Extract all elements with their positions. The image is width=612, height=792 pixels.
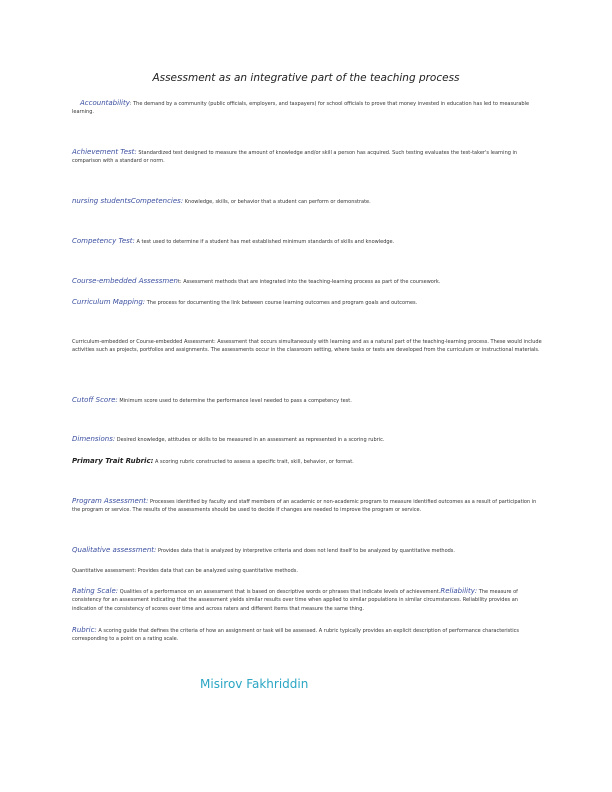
page-title: Assessment as an integrative part of the teaching process	[152, 72, 460, 84]
term: Qualitative assessment:	[72, 546, 157, 554]
term: Accountability	[80, 99, 130, 107]
definition: Desired knowledge, attitudes or skills to be measured in an assessment as represented in a scoring rubric.	[115, 437, 385, 443]
definition: The process for documenting the link between course learning outcomes and program goals and outcomes.	[145, 300, 418, 306]
entry-curriculum-embedded	[72, 338, 542, 355]
entry-achievement-test	[72, 148, 542, 166]
entry-rating-scale	[72, 587, 542, 613]
term: Rating Scale:	[72, 587, 119, 595]
term: Primary Trait Rubric:	[72, 457, 154, 465]
entry-competency-test	[72, 237, 542, 246]
entry-competencies	[72, 197, 542, 206]
definition-reliability: The measure of consistency for an assessment indicating that the assessment yields similar results over time when applied to similar populations in similar circumstances. Reliability provides an indication of the consistency of scores over time and across raters and different items that measure the same thing.	[72, 589, 518, 612]
definition: A test used to determine if a student has met established minimum standards of skills and knowledge.	[134, 239, 395, 245]
term: nursing studentsCompetencies:	[72, 197, 184, 205]
entry-cutoff-score	[72, 396, 542, 405]
definition: A scoring rubric constructed to assess a specific trait, skill, behavior, or format.	[153, 459, 354, 465]
definition: Minimum score used to determine the performance level needed to pass a competency test.	[117, 398, 352, 404]
term: Dimensions:	[72, 435, 116, 443]
term: Competency Test:	[72, 237, 135, 245]
term: Achievement Test:	[72, 148, 137, 156]
definition: Quantitative assessment: Provides data that can be analyzed using quantitative methods.	[72, 568, 298, 574]
entry-accountability	[72, 99, 542, 117]
definition: t: Assessment methods that are integrated into the teaching-learning process as part of the coursework.	[177, 279, 441, 285]
entry-qualitative-assessment	[72, 546, 542, 555]
entry-quantitative-assessment	[72, 567, 542, 575]
entry-curriculum-mapping	[72, 298, 542, 307]
definition: Standardized test designed to measure the amount of knowledge and/or skill a person has acquired. Such testing evaluates the test-taker's learning in comparison with a standard or norm.	[72, 150, 518, 165]
definition: Processes identified by faculty and staff members of an academic or non-academic program to measure identified outcomes as a result of participation in the program or service. The results of the assessments should be used to decide if changes are needed to improve the program or service.	[72, 499, 537, 514]
term: Program Assessment:	[72, 497, 149, 505]
definition: : The demand by a community (public officials, employers, and taxpayers) for school officials to prove that money invested in education has led to measurable learning.	[72, 101, 530, 116]
term: Rubric:	[72, 626, 97, 634]
entry-rubric	[72, 626, 542, 644]
definition: Curriculum-embedded or Course-embedded Assessment: Assessment that occurs simultaneously with learning and as a natural part of the teaching-learning process. These would include activities such as projects, portfolios and assignments. The assessments occur in the classroom setting, where tasks or tests are developed from the curriculum or instructional materials.	[72, 339, 542, 354]
term: Cutoff Score:	[72, 396, 118, 404]
entry-course-embedded-assessment	[72, 277, 542, 286]
signature: Misirov Fakhriddin	[200, 677, 309, 691]
entry-dimensions	[72, 435, 542, 444]
definition: A scoring guide that defines the criteria of how an assignment or task will be assessed. A rubric typically provides an explicit description of performance characteristics corresponding to a point on a rating scale.	[72, 628, 519, 643]
term: Course-embedded Assessmen	[72, 277, 178, 285]
term-reliability: Reliability:	[440, 587, 478, 595]
definition: Knowledge, skills, or behavior that a student can perform or demonstrate.	[183, 199, 371, 205]
definition: Provides data that is analyzed by interpretive criteria and does not lend itself to be analyzed by quantitative methods.	[156, 548, 455, 554]
definition: Qualities of a performance on an assessment that is based on descriptive words or phrases that indicate levels of achievement.	[118, 589, 441, 595]
term: Curriculum Mapping:	[72, 298, 146, 306]
entry-program-assessment	[72, 497, 542, 515]
entry-primary-trait-rubric	[72, 457, 542, 466]
